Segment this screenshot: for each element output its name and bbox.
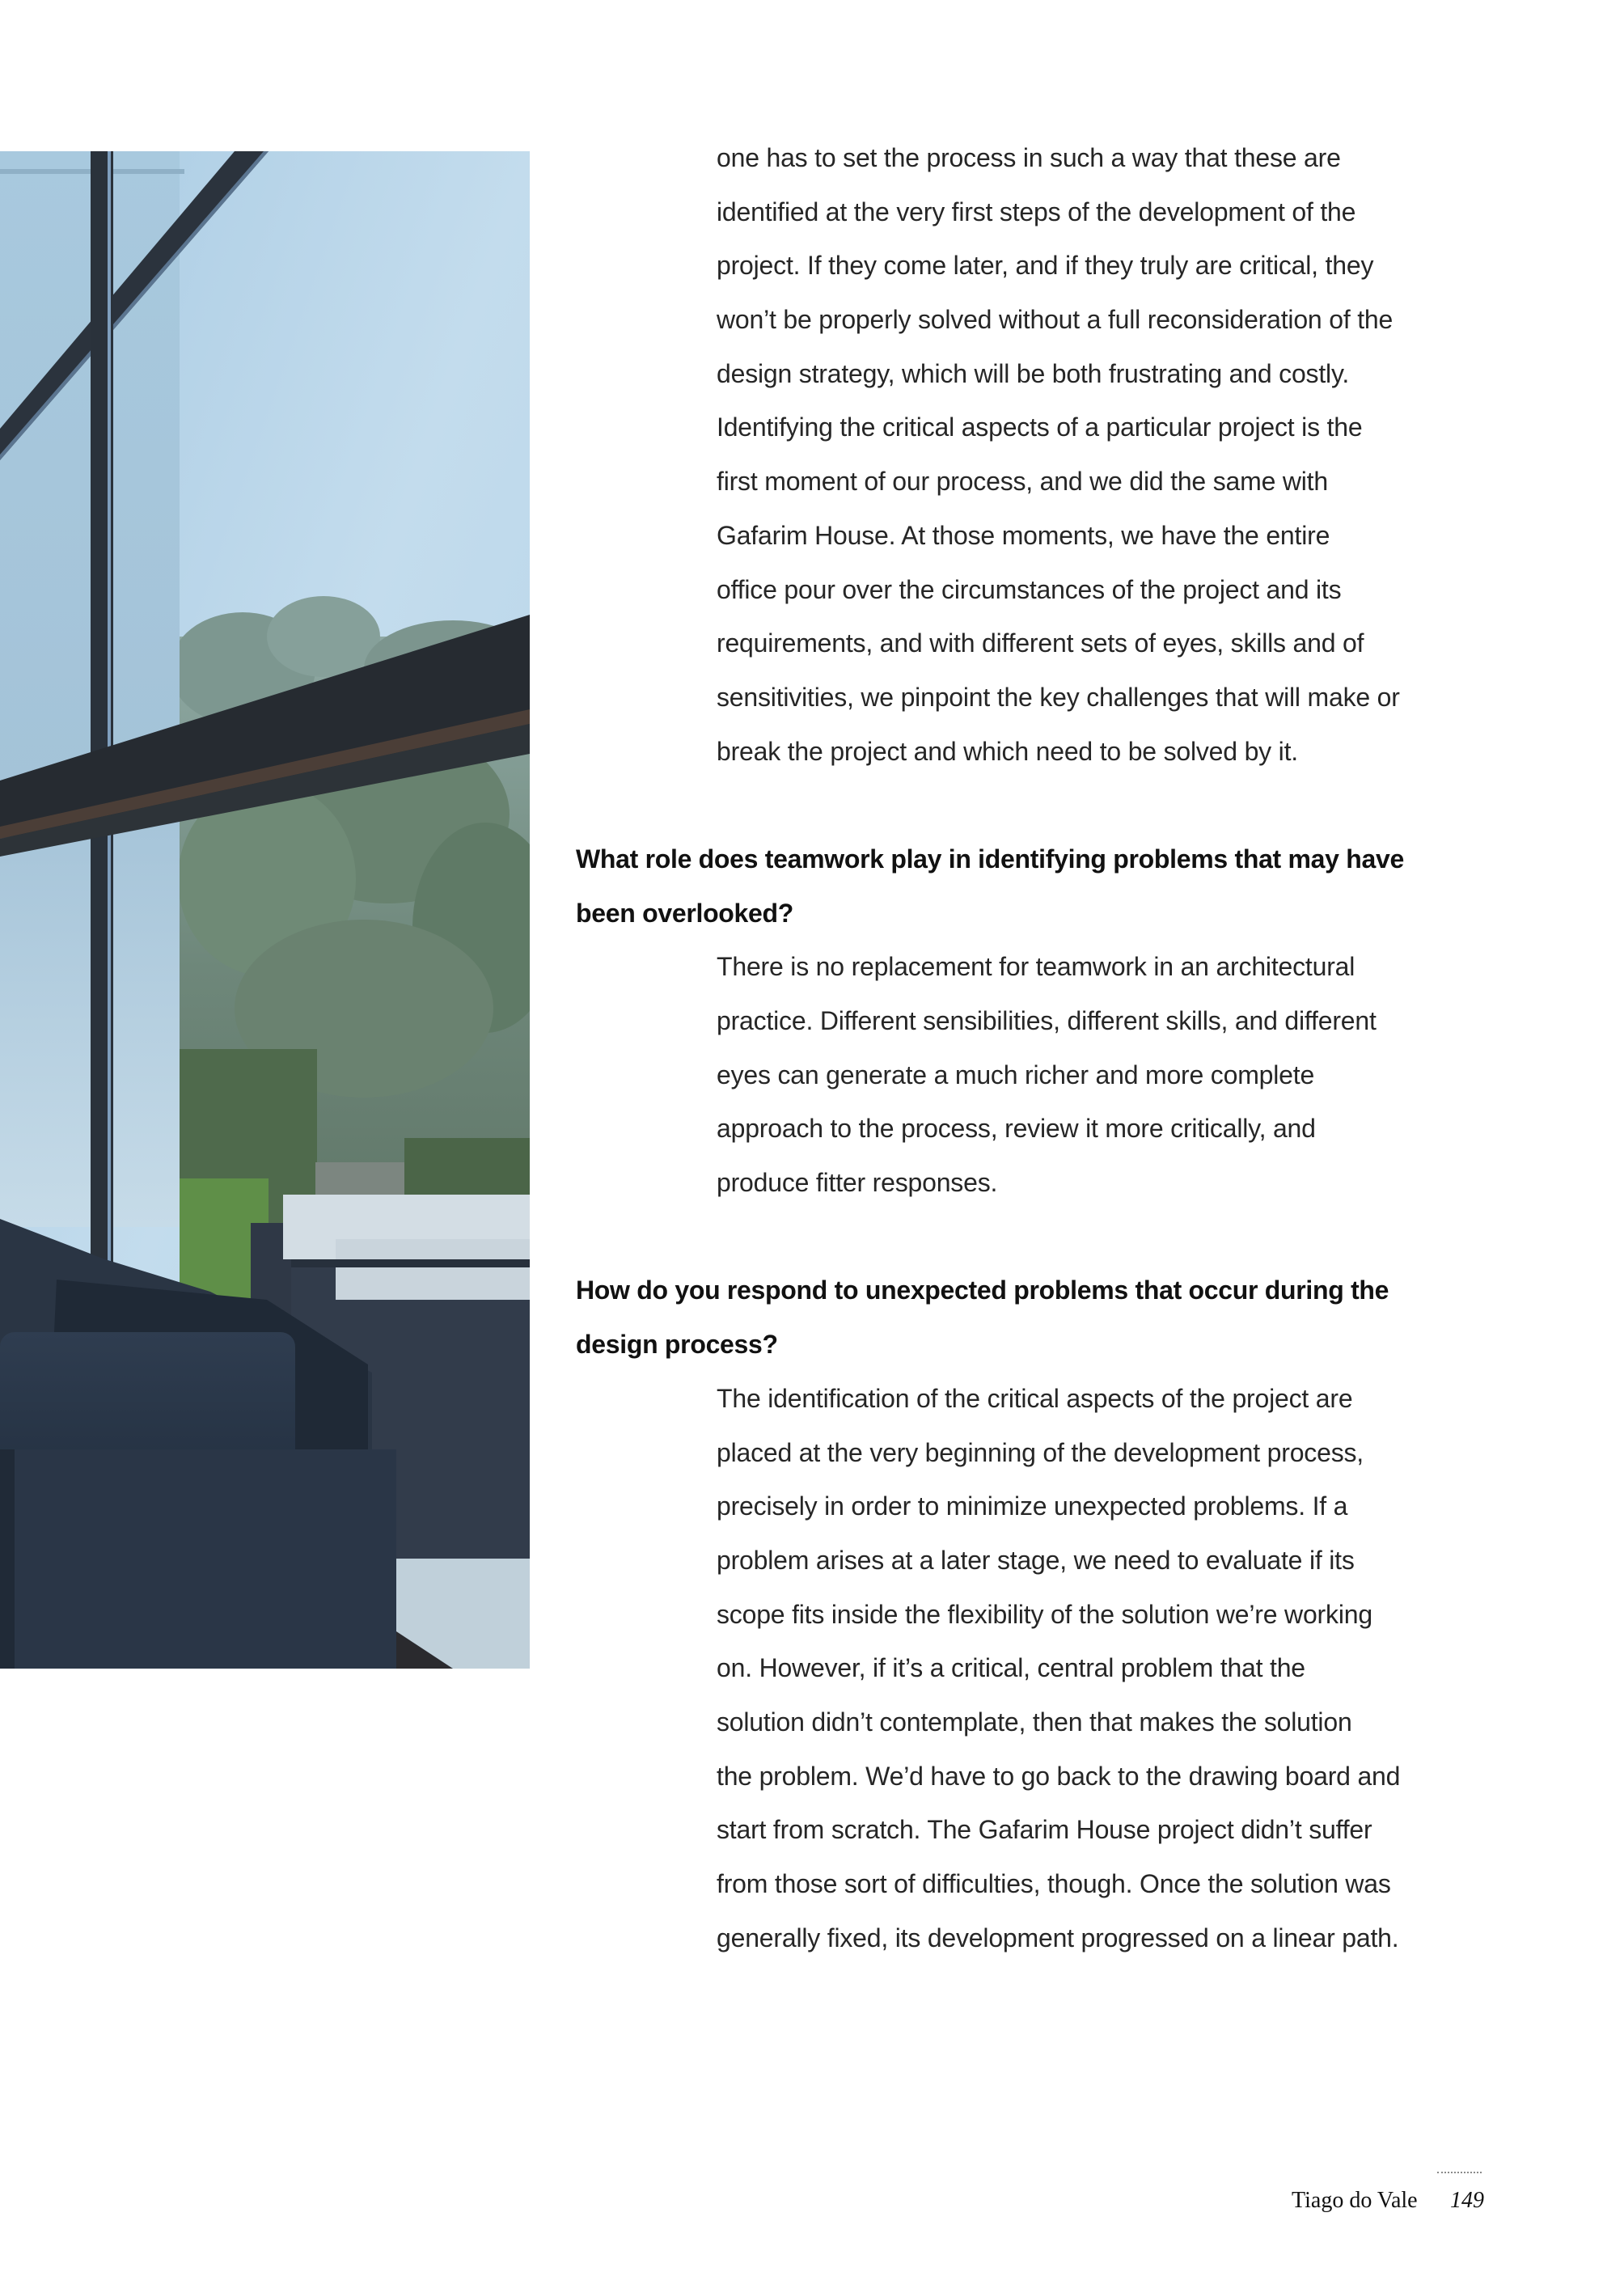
answer-unexpected-problems [576,1372,1571,1965]
photo-illustration [0,151,530,1669]
frosted-panel [0,151,180,1227]
paragraph-spacer [576,1210,1571,1264]
question-line: How do you respond to unexpected problems that occur during the [576,1276,1389,1305]
body-line: project. If they come later, and if they truly are critical, they [717,251,1374,281]
body-line: produce fitter responses. [717,1168,998,1198]
body-line: solution didn’t contemplate, then that makes the solution [717,1707,1352,1737]
body-line: practice. Different sensibilities, different skills, and different [717,1006,1377,1035]
body-line: scope fits inside the flexibility of the solution we’re working [717,1599,1372,1629]
body-line: generally fixed, its development progressed on a linear path. [717,1923,1399,1952]
answer-continued [576,131,1571,778]
body-line: precisely in order to minimize unexpected problems. If a [717,1491,1348,1521]
question-line: been overlooked? [576,898,794,928]
footer-dotted-rule [1437,2172,1482,2173]
body-line: problem arises at a later stage, we need to evaluate if its [717,1545,1355,1575]
answer-teamwork [576,940,1571,1209]
body-line: There is no replacement for teamwork in an architectural [717,952,1355,982]
body-line: requirements, and with different sets of eyes, skills and of [717,628,1364,658]
body-line: office pour over the circumstances of the project and its [717,574,1342,604]
body-line: break the project and which need to be solved by it. [717,736,1298,766]
interior-photo [0,151,530,1669]
page-number: 149 [1450,2188,1484,2213]
body-line: sensitivities, we pinpoint the key challenges that will make or [717,682,1400,712]
body-line: start from scratch. The Gafarim House project didn’t suffer [717,1815,1372,1845]
body-line: Identifying the critical aspects of a particular project is the [717,412,1363,442]
body-line: eyes can generate a much richer and more complete [717,1060,1315,1089]
question-line: design process? [576,1330,778,1360]
paragraph-spacer [576,778,1571,832]
body-line: identified at the very first steps of the development of the [717,197,1356,226]
body-line: the problem. We’d have to go back to the drawing board and [717,1761,1401,1791]
body-line: first moment of our process, and we did the same with [717,467,1328,497]
running-footer-author: Tiago do Vale [1292,2188,1418,2213]
body-line: Gafarim House. At those moments, we have the entire [717,520,1330,550]
body-line: approach to the process, review it more critically, and [717,1114,1316,1144]
question-line: What role does teamwork play in identifying problems that may have [576,844,1404,874]
question-unexpected-problems [576,1263,1571,1371]
body-line: from those sort of difficulties, though. Once the solution was [717,1869,1391,1898]
question-teamwork [576,832,1571,940]
body-line: on. However, if it’s a critical, central problem that the [717,1653,1305,1683]
interview-text [576,131,1571,1965]
body-line: The identification of the critical aspects of the project are [717,1383,1353,1413]
body-line: won’t be properly solved without a full reconsideration of the [717,305,1394,335]
body-line: one has to set the process in such a way that these are [717,143,1341,172]
body-line: design strategy, which will be both frustrating and costly. [717,358,1350,388]
body-line: placed at the very beginning of the development process, [717,1437,1364,1467]
